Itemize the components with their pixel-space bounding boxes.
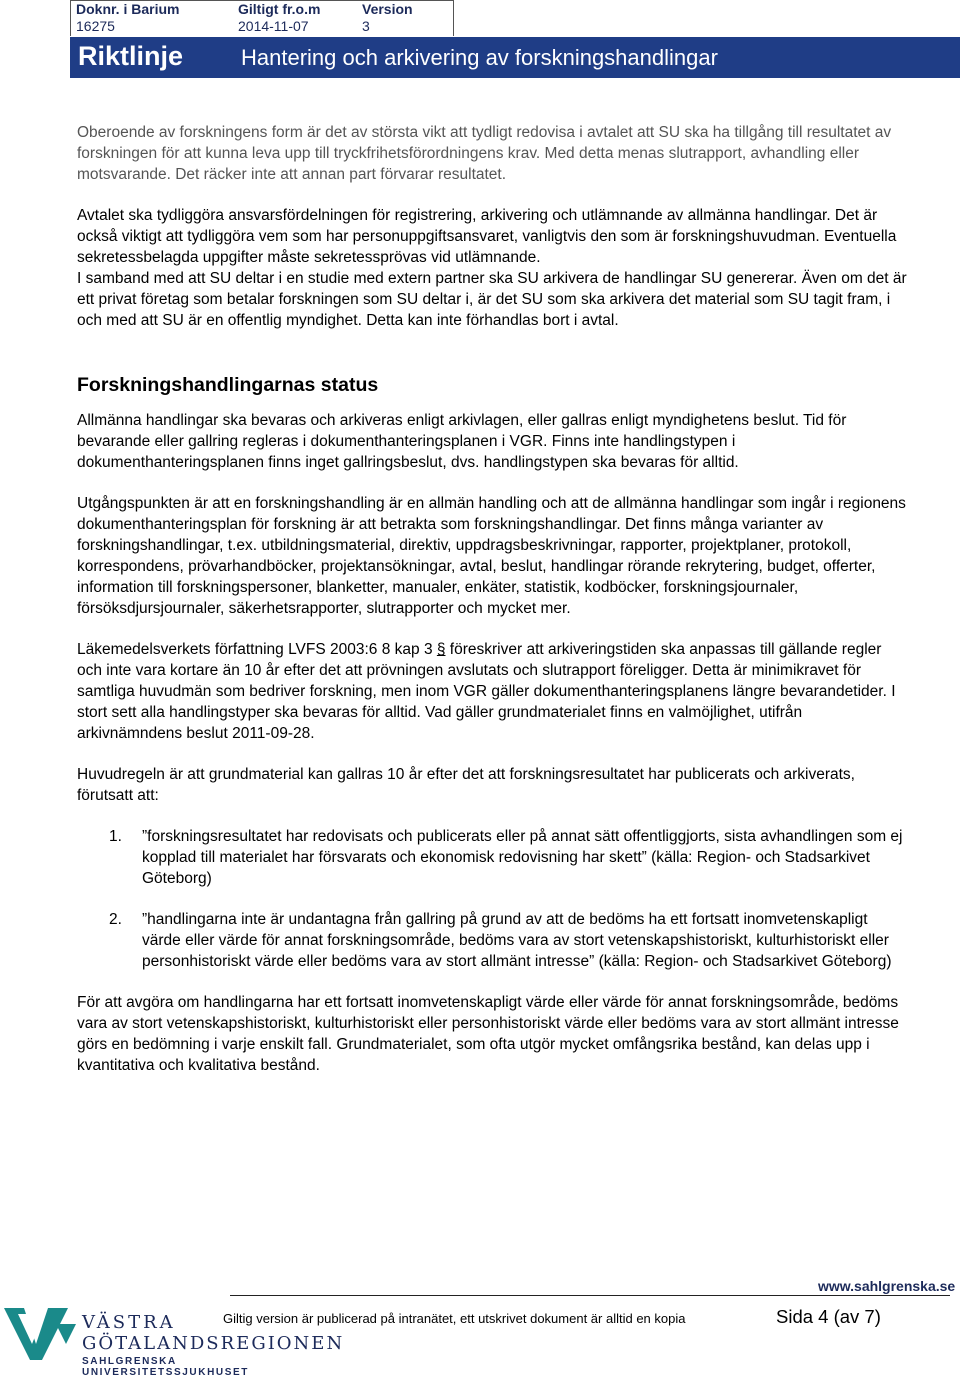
list-item xyxy=(77,909,907,972)
paragraph-intro: Oberoende av forskningens form är det av största vikt att tydligt redovisa i avtalet att SU ska ha tillgång till resultatet av forskningen för att kunna leva upp till tryckfrihetsförordningens krav. Med detta menas slutrapport, avhandling eller motsvarande. Det räcker inte att annan part förvarar resultatet. xyxy=(77,124,892,183)
conditions-list xyxy=(77,826,907,972)
document-type: Riktlinje xyxy=(78,41,184,71)
list-text: ”handlingarna inte är undantagna från gallring på grund av att de bedöms ha ett fortsatt inomvetenskapligt värde eller värde för annat forskningsområde, bedöms vara av stort vetenskapshistoriskt, kulturhistoriskt eller personhistoriskt värde eller bedöms vara av stort allmänt intresse” (källa: Region- och Stadsarkivet Göteborg) xyxy=(142,911,892,970)
paragraph-responsibility: Avtalet ska tydliggöra ansvarsfördelningen för registrering, arkivering och utlämnande av allmänna handlingar. Det är också viktigt att tydliggöra vem som har personuppgiftsansvaret, vanligtvis den som är forskningshuvudman. Eventuella sekretessbelagda uppgifter måste sekretessprövas vid utlämnande. xyxy=(77,207,897,266)
page-number: Sida 4 (av 7) xyxy=(776,1306,881,1327)
footer-divider xyxy=(230,1295,950,1296)
list-number: 2. xyxy=(109,911,122,928)
document-title: Hantering och arkivering av forskningshandlingar xyxy=(241,45,718,70)
title-banner xyxy=(70,36,960,78)
logo-line-2: GÖTALANDSREGIONEN xyxy=(82,1333,345,1354)
paragraph-status: Allmänna handlingar ska bevaras och arkiveras enligt arkivlagen, eller gallras enligt myndighetens beslut. Tid för bevarande eller gallring regleras i dokumenthanteringsplanen i VGR. Finns inte handlingstypen i dokumenthanteringsplanen finns inget gallringsbeslut, dvs. handlingstypen ska bevaras för alltid. xyxy=(77,412,847,471)
valid-from-value: 2014-11-07 xyxy=(238,18,309,34)
paragraph-starting-point: Utgångspunkten är att en forskningshandling är en allmän handling och att de allmänna handlingar som ingår i regionens dokumenthanteringsplan för forskning är att betrakta som forskningshandlingar. Det finns många varianter av forskningshandlingar, t.ex. utbildningsmaterial, direktiv, uppdragsbeskrivningar, rapporter, projektplaner, protokoll, korrespondens, prövarhandböcker, projektansökningar, avtal, beslut, handlingar rörande rekrytering, budget, offerter, information till forskningspersoner, blanketter, manualer, enkäter, statistik, kodböcker, forskningsjournaler, försöksdjursjournaler, säkerhetsrapporter, slutrapporter och mycket mer. xyxy=(77,495,906,617)
list-text: ”forskningsresultatet har redovisats och publicerats eller på annat sätt offentliggjorts, sista avhandlingen som ej kopplad till materialet har försvarats och ekonomisk redovisning har skett” (källa: Region- och Stadsarkivet Göteborg) xyxy=(142,828,903,887)
doc-number-label: Doknr. i Barium xyxy=(76,1,180,17)
logo-line-1: VÄSTRA xyxy=(82,1312,176,1333)
paragraph-lvfs xyxy=(77,639,907,744)
version-label: Version xyxy=(362,1,413,17)
vgr-logo-mark-icon xyxy=(2,1304,80,1364)
valid-from-label: Giltigt fr.o.m xyxy=(238,1,321,17)
paragraph-main-rule: Huvudregeln är att grundmaterial kan gallras 10 år efter det att forskningsresultatet har publicerats och arkiverats, förutsatt att: xyxy=(77,766,855,804)
footer-validity-note: Giltig version är publicerad på intranätet, ett utskrivet dokument är alltid en kopia xyxy=(223,1311,686,1326)
paragraph-external-partner: I samband med att SU deltar i en studie med extern partner ska SU arkivera de handlingar SU genererar. Även om det är ett privat företag som betalar forskningen som SU deltar i, är det SU som ska arkivera det material som SU tagit fram, i och med att SU är en offentlig myndighet. Detta kan inte förhandlas bort i avtal. xyxy=(77,270,907,329)
paragraph-assessment: För att avgöra om handlingarna har ett fortsatt inomvetenskapligt värde eller värde för annat forskningsområde, bedöms vara av stort vetenskapshistoriskt, kulturhistoriskt eller personhistoriskt värde eller bedöms vara av stort allmänt intresse görs en bedömning i varje enskilt fall. Grundmaterialet, som ofta utgör mycket omfångsrika bestånd, kan delas upp i kvantitativa och kvalitativa bestånd. xyxy=(77,994,899,1074)
footer-url: www.sahlgrenska.se xyxy=(818,1278,956,1294)
section-heading: Forskningshandlingarnas status xyxy=(77,374,379,396)
logo-line-3: SAHLGRENSKA UNIVERSITETSSJUKHUSET xyxy=(82,1356,249,1378)
lvfs-text-a: Läkemedelsverkets författning LVFS 2003:6 8 kap 3 xyxy=(77,641,437,658)
list-number: 1. xyxy=(109,828,122,845)
document-body xyxy=(77,122,907,1096)
doc-number-value: 16275 xyxy=(76,18,115,34)
lvfs-text-b: föreskriver att arkiveringstiden ska anpassas till gällande regler och inte vara kortare än 10 år efter det att prövningen avslutats och slutrapport föreligger. Detta är minimikravet för samtliga huvudmän som bedriver forskning, men inom VGR gäller dokumenthanteringsplanens längre bevarandetider. I stort sett alla handlingstyper ska bevaras för alltid. Vad gäller grundmaterialet finns en valmöjlighet, utifrån arkivnämndens beslut 2011-09-28. xyxy=(77,641,896,742)
section-sign: § xyxy=(436,641,446,658)
list-item xyxy=(77,826,907,889)
version-value: 3 xyxy=(362,18,370,34)
